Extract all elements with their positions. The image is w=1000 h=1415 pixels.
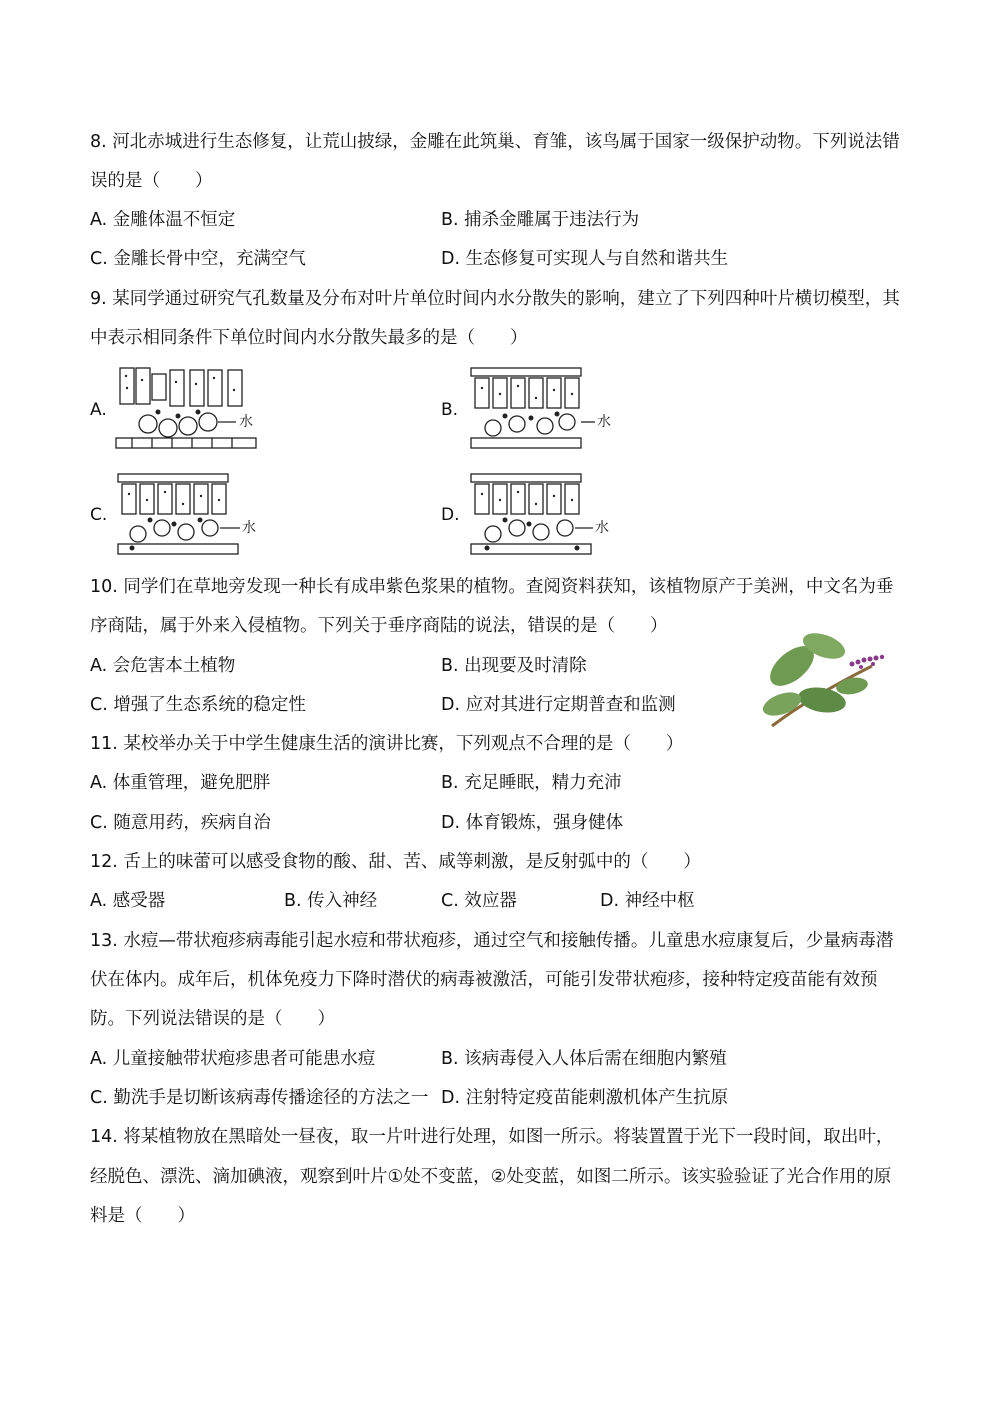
q13-option-a: A. 儿童接触带状疱疹患者可能患水痘 [90, 1049, 376, 1069]
q9-figure-d-water: 水 [595, 520, 609, 536]
q9-figure-d-label: D. [441, 505, 460, 525]
q9-figure-b-water: 水 [597, 414, 611, 430]
q11-option-c: C. 随意用药，疾病自治 [90, 813, 271, 833]
q12-option-d: D. 神经中枢 [600, 891, 695, 911]
q9-figure-c [112, 470, 272, 564]
q11-option-b: B. 充足睡眠，精力充沛 [441, 773, 622, 793]
q9-figure-c-label: C. [90, 505, 108, 525]
q8-option-b: B. 捕杀金雕属于违法行为 [441, 210, 640, 230]
q9-figure-a [112, 364, 272, 458]
q11-option-a: A. 体重管理，避免肥胖 [90, 773, 271, 793]
q9-figure-a-label: A. [90, 400, 107, 420]
q13-option-b: B. 该病毒侵入人体后需在细胞内繁殖 [441, 1049, 727, 1069]
q9-figure-d [465, 470, 625, 564]
q10-stem-line1: 10. 同学们在草地旁发现一种长有成串紫色浆果的植物。查阅资料获知，该植物原产于美洲，中文名为垂 [90, 577, 894, 597]
q9-figure-b-label: B. [441, 400, 459, 420]
q10-option-c: C. 增强了生态系统的稳定性 [90, 695, 306, 715]
q11-stem: 11. 某校举办关于中学生健康生活的演讲比赛，下列观点不合理的是（ ） [90, 734, 684, 754]
q8-option-d: D. 生态修复可实现人与自然和谐共生 [441, 249, 729, 269]
q9-stem-line1: 9. 某同学通过研究气孔数量及分布对叶片单位时间内水分散失的影响，建立了下列四种叶片横切模型，其 [90, 289, 900, 309]
pokeweed-plant-image [752, 626, 892, 734]
q9-figure-b [465, 364, 625, 458]
q13-stem-line1: 13. 水痘—带状疱疹病毒能引起水痘和带状疱疹，通过空气和接触传播。儿童患水痘康复后，少量病毒潜 [90, 931, 894, 951]
q11-option-d: D. 体育锻炼，强身健体 [441, 813, 624, 833]
q14-stem-line3: 料是（ ） [90, 1206, 195, 1226]
q13-stem-line3: 防。下列说法错误的是（ ） [90, 1009, 335, 1029]
q8-option-a: A. 金雕体温不恒定 [90, 210, 236, 230]
q8-option-c: C. 金雕长骨中空，充满空气 [90, 249, 306, 269]
q12-option-b: B. 传入神经 [284, 891, 378, 911]
q9-stem-line2: 中表示相同条件下单位时间内水分散失最多的是（ ） [90, 328, 528, 348]
q9-figure-a-water: 水 [239, 414, 253, 430]
q13-stem-line2: 伏在体内。成年后，机体免疫力下降时潜伏的病毒被激活，可能引发带状疱疹，接种特定疫苗能有效预 [90, 970, 878, 990]
q10-stem-line2: 序商陆，属于外来入侵植物。下列关于垂序商陆的说法，错误的是（ ） [90, 616, 668, 636]
q8-stem-line2: 误的是（ ） [90, 171, 213, 191]
q9-figure-c-water: 水 [242, 520, 256, 536]
q12-option-c: C. 效应器 [441, 891, 517, 911]
q10-option-a: A. 会危害本土植物 [90, 656, 236, 676]
q13-option-d: D. 注射特定疫苗能刺激机体产生抗原 [441, 1088, 729, 1108]
q10-option-d: D. 应对其进行定期普查和监测 [441, 695, 676, 715]
q14-stem-line1: 14. 将某植物放在黑暗处一昼夜，取一片叶进行处理，如图一所示。将装置置于光下一段时间，取出叶， [90, 1127, 894, 1147]
q12-option-a: A. 感受器 [90, 891, 166, 911]
q13-option-c: C. 勤洗手是切断该病毒传播途径的方法之一 [90, 1088, 429, 1108]
q8-stem-line1: 8. 河北赤城进行生态修复，让荒山披绿，金雕在此筑巢、育雏，该鸟属于国家一级保护动物。下列说法错 [90, 132, 900, 152]
q12-stem: 12. 舌上的味蕾可以感受食物的酸、甜、苦、咸等刺激，是反射弧中的（ ） [90, 852, 701, 872]
q14-stem-line2: 经脱色、漂洗、滴加碘液，观察到叶片①处不变蓝，②处变蓝，如图二所示。该实验验证了光合作用的原 [90, 1167, 892, 1187]
q10-option-b: B. 出现要及时清除 [441, 656, 587, 676]
